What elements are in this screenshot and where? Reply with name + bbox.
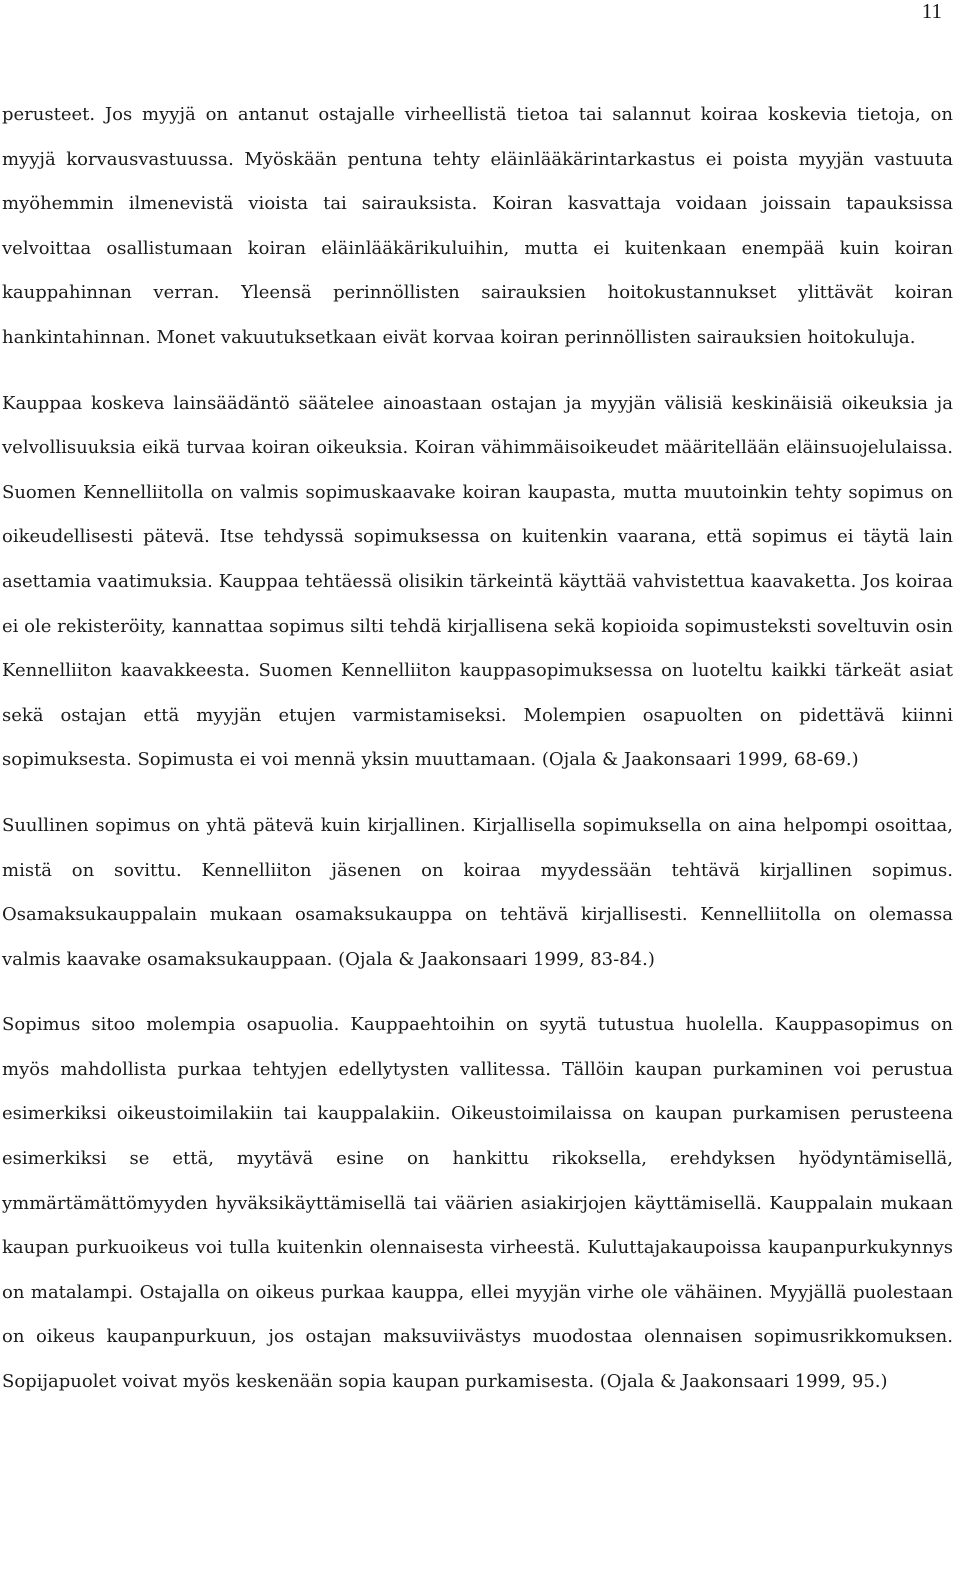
paragraph-contract-termination: Sopimus sitoo molempia osapuolia. Kauppaehtoihin on syytä tutustua huolella. Kauppasopimus on myös mahdollista purkaa tehtyjen edellytysten vallitessa. Tällöin kaupan purkaminen voi perustua esimerkiksi oikeustoimilakiin tai kauppalakiin. Oikeustoimilaissa on kaupan purkamisen perusteena esimerkiksi se että, myytävä esine on hankittu rikoksella, erehdyksen hyödyntämisellä, ymmärtämättömyyden hyväksikäyttämisellä tai väärien asiakirjojen käyttämisellä. Kauppalain mukaan kaupan purkuoikeus voi tulla kuitenkin olennaisesta virheestä. Kuluttajakaupoissa kaupanpurkukynnys on matalampi. Ostajalla on oikeus purkaa kauppa, ellei myyjän virhe ole vähäinen. Myyjällä puolestaan on oikeus kaupanpurkuun, jos ostajan maksuviivästys muodostaa olennaisen sopimusrikkomuksen. Sopijapuolet voivat myös keskenään sopia kaupan purkamisesta. (Ojala & Jaakonsaari 1999, 95.) [2,1014,953,1393]
document-body [2,93,953,1426]
paragraph-oral-contract: Suullinen sopimus on yhtä pätevä kuin kirjallinen. Kirjallisella sopimuksella on aina helpompi osoittaa, mistä on sovittu. Kennelliiton jäsenen on koiraa myydessään tehtävä kirjallinen sopimus. Osamaksukauppalain mukaan osamaksukauppa on tehtävä kirjallisesti. Kennelliitolla on olemassa valmis kaavake osamaksukauppaan. (Ojala & Jaakonsaari 1999, 83-84.) [2,814,953,970]
page-number: 11 [921,0,942,23]
paragraph-legislation: Kauppaa koskeva lainsäädäntö säätelee ainoastaan ostajan ja myyjän välisiä keskinäisiä oikeuksia ja velvollisuuksia eikä turvaa koiran oikeuksia. Koiran vähimmäisoikeudet määritellään eläinsuojelulaissa. Suomen Kennelliitolla on valmis sopimuskaavake koiran kaupasta, mutta muutoinkin tehty sopimus on oikeudellisesti pätevä. Itse tehdyssä sopimuksessa on kuitenkin vaarana, että sopimus ei täytä lain asettamia vaatimuksia. Kauppaa tehtäessä olisikin tärkeintä käyttää vahvistettua kaavaketta. Jos koiraa ei ole rekisteröity, kannattaa sopimus silti tehdä kirjallisena sekä kopioida sopimusteksti soveltuvin osin Kennelliiton kaavakkeesta. Suomen Kennelliiton kauppasopimuksessa on luoteltu kaikki tärkeät asiat sekä ostajan että myyjän etujen varmistamiseksi. Molempien osapuolten on pidettävä kiinni sopimuksesta. Sopimusta ei voi mennä yksin muuttamaan. (Ojala & Jaakonsaari 1999, 68-69.) [2,392,953,771]
paragraph-warranty: perusteet. Jos myyjä on antanut ostajalle virheellistä tietoa tai salannut koiraa koskevia tietoja, on myyjä korvausvastuussa. Myöskään pentuna tehty eläinlääkärintarkastus ei poista myyjän vastuuta myöhemmin ilmenevistä vioista tai sairauksista. Koiran kasvattaja voidaan joissain tapauksissa velvoittaa osallistumaan koiran eläinlääkärikuluihin, mutta ei kuitenkaan enempää kuin koiran kauppahinnan verran. Yleensä perinnöllisten sairauksien hoitokustannukset ylittävät koiran hankintahinnan. Monet vakuutuksetkaan eivät korvaa koiran perinnöllisten sairauksien hoitokuluja. [2,104,953,348]
